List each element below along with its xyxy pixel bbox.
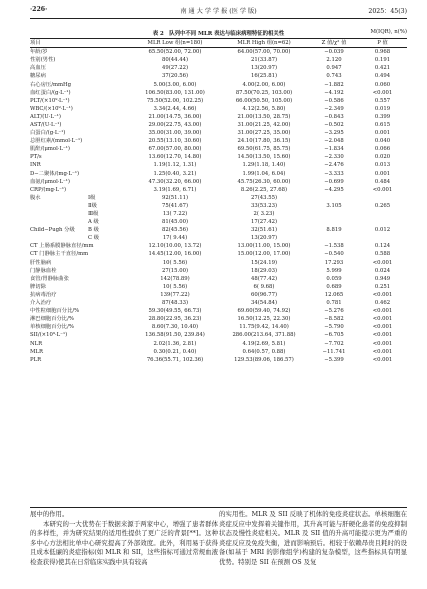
stat-value: −0.502 (324, 121, 344, 128)
high-value: 8.26(2.25, 27.68) (240, 186, 288, 193)
grade-label: C 级 (88, 235, 100, 242)
p-value: 0.012 (374, 227, 391, 234)
high-value: 64.00(57.00, 70.00) (237, 49, 291, 56)
low-value: 1.19(1.12, 1.31) (153, 162, 197, 169)
low-value: 65.50(52.00, 72.00) (148, 49, 202, 56)
stat-value: −11.741 (322, 348, 346, 355)
stat-value: 5.999 (326, 267, 342, 274)
high-value: 21(33.87) (250, 57, 278, 64)
low-value: 80(44.44) (161, 57, 189, 64)
p-value: 0.968 (374, 49, 391, 56)
col-header-low: MLR Low 组(n=180) (132, 39, 218, 48)
p-value: 0.024 (374, 267, 391, 274)
stat-value: −0.540 (324, 251, 344, 258)
high-value: 33(53.23) (250, 202, 278, 209)
table-row (30, 80, 407, 88)
page-header (30, 6, 407, 18)
high-value: 17(27.42) (250, 219, 278, 226)
row-label: 中性粒细胞百分比/% (30, 308, 80, 315)
table-row (30, 218, 407, 226)
table-row (30, 250, 407, 258)
stat-value: −3.295 (324, 130, 344, 137)
col-header-high: MLR High 组(n=62) (218, 39, 310, 48)
header-rule (30, 18, 407, 19)
p-value: 0.020 (374, 154, 391, 161)
stat-value: −1.834 (324, 146, 344, 153)
table-row (30, 113, 407, 121)
journal-title: 南 通 大 学 学 报 (医 学 版) (180, 8, 257, 15)
table-row (30, 97, 407, 105)
table-row (30, 72, 407, 80)
stat-value: 0.781 (326, 300, 342, 307)
table-row (30, 161, 407, 169)
low-value: 21.00(14.75, 36.00) (148, 113, 202, 120)
p-value: <0.001 (372, 340, 393, 347)
low-value: 136.58(91.50, 239.84) (145, 332, 205, 339)
col-header-item: 项目 (30, 39, 132, 48)
row-label: CT 上肠系膜静脉直径/mm (30, 243, 94, 250)
stat-value: −4.192 (324, 89, 344, 96)
row-label: NLR (30, 340, 43, 347)
high-value: 13(20.97) (250, 235, 278, 242)
p-value: 0.421 (374, 65, 391, 72)
grade-label: Ⅰ级 (88, 194, 96, 201)
table-body-part2 (30, 242, 407, 363)
high-value: 32(51.61) (250, 227, 278, 234)
stat-value: −0.843 (324, 113, 344, 120)
grade-label: Ⅲ级 (88, 211, 99, 218)
stat-value: −3.333 (324, 170, 344, 177)
table-row (30, 210, 407, 218)
low-value: 27(15.00) (161, 267, 189, 274)
body-column-left (30, 510, 218, 568)
row-label: 介入治疗 (30, 300, 52, 307)
stat-value: 17.293 (324, 259, 344, 266)
table-unit: M(IQR), n(%) (370, 29, 407, 35)
paragraph: 本研究的一大优势在于数据来源于两家中心，增强了患者群体的多样性，并为研究结果的适用性提供了更广泛的背景[**]。这种多中心方法相比单中心研究提高了外部效度。此外，利用易于获得且成本低廉的炎症指标(如 MLR 和 SII，这些指标可通过常规血液检查获得)使其在日常临床实践中具有较高 (30, 519, 218, 566)
group-label: Child−Pugh 分级 (30, 227, 75, 234)
row-label: 脾切除 (30, 283, 46, 290)
p-value: 0.060 (374, 81, 391, 88)
high-value: 16.50(12.25, 22.30) (237, 316, 291, 323)
low-value: 17( 9.44) (162, 235, 188, 242)
p-value: 0.066 (374, 146, 391, 153)
p-value: 0.019 (374, 105, 391, 112)
high-value: 31.00(21.25, 42.00) (237, 121, 291, 128)
table-bottom-rule (30, 507, 407, 508)
high-value: 6( 9.68) (253, 283, 275, 290)
row-label: CRP/(mg·L⁻¹) (30, 186, 67, 193)
low-value: 87(48.33) (161, 300, 189, 307)
table-row (30, 234, 407, 242)
stat-value: 0.743 (326, 73, 342, 80)
p-value: <0.001 (372, 308, 393, 315)
stat-value: −0.699 (324, 178, 344, 185)
page-number: ·226· (30, 6, 48, 13)
grade-label: B 级 (88, 227, 99, 234)
table-row (30, 137, 407, 145)
high-value: 27(43.55) (250, 194, 278, 201)
row-label: 年龄/岁 (30, 49, 48, 56)
low-value: 49(27.22) (161, 65, 189, 72)
low-value: 2.02(1.36, 2.81) (153, 340, 197, 347)
low-value: 139(77.22) (160, 291, 190, 298)
table-row (30, 48, 407, 57)
high-value: 286.00(213.64, 371.88) (232, 332, 296, 339)
row-label: 总胆红素/(mmol·L⁻¹) (30, 138, 83, 145)
p-value: 0.191 (374, 57, 391, 64)
high-value: 0.64(0.57, 0.88) (242, 348, 286, 355)
table-row (30, 64, 407, 72)
high-value: 1.99(1.04, 6.04) (242, 170, 286, 177)
low-value: 13.60(12.70, 14.80) (148, 154, 202, 161)
table-row (30, 356, 407, 364)
row-label: PT/s (30, 154, 42, 161)
table-body-part1 (30, 48, 407, 194)
high-value: 18(29.03) (250, 267, 278, 274)
row-label: PLR (30, 356, 42, 363)
p-value: <0.001 (372, 316, 393, 323)
p-value: 0.040 (374, 138, 391, 145)
row-label: 白蛋白/(g·L⁻¹) (30, 130, 66, 137)
high-value: 69.60(59.40, 74.92) (237, 308, 291, 315)
row-label: AST/(U·L⁻¹) (30, 121, 62, 128)
row-label: WBC/(×10⁹·L⁻¹) (30, 105, 73, 112)
row-label: 淋巴细胞百分比/% (30, 316, 74, 323)
row-label: 食管/胃静脉曲张 (30, 275, 69, 282)
high-value: 13(20.97) (250, 65, 278, 72)
high-value: 129.53(89.06, 186.57) (234, 356, 294, 363)
row-label: D−二聚体/(mg·L⁻¹) (30, 170, 80, 177)
grade-label: A 级 (88, 219, 99, 226)
table-row (30, 153, 407, 161)
low-value: 106.50(83.00, 131.00) (145, 89, 205, 96)
low-value: 59.30(49.55, 66.73) (148, 308, 202, 315)
table-row (30, 89, 407, 97)
p-value: 0.124 (374, 243, 391, 250)
p-value: <0.001 (372, 89, 393, 96)
stat-value: −0.039 (324, 49, 344, 56)
low-value: 37(20.56) (161, 73, 189, 80)
row-label: PLT/(×10⁹·L⁻¹) (30, 97, 70, 104)
row-label: 血红蛋白/(g·L⁻¹) (30, 89, 71, 96)
p-value: <0.001 (372, 186, 393, 193)
table-row (30, 331, 407, 339)
low-value: 75.50(52.00, 102.25) (146, 97, 204, 104)
low-value: 75(41.67) (161, 202, 189, 209)
stat-value: −5.790 (324, 324, 344, 331)
grade-label: Ⅱ级 (88, 202, 97, 209)
high-value: 34(54.84) (250, 300, 278, 307)
p-value: <0.001 (372, 356, 393, 363)
p-value: 0.013 (374, 162, 391, 169)
issue-info: 2025：45(3) (368, 8, 407, 15)
body-column-right (219, 510, 407, 568)
table-row (30, 56, 407, 64)
stat-value: −5.276 (324, 308, 344, 315)
stat-value: −8.582 (324, 316, 344, 323)
row-label: 单核细胞百分比/% (30, 324, 74, 331)
low-value: 28.80(22.95, 36.23) (148, 316, 202, 323)
table-row (30, 291, 407, 299)
col-header-stat: Z 值/χ² 值 (310, 39, 358, 48)
stat-value: −4.295 (324, 186, 344, 193)
high-value: 16(25.81) (250, 73, 278, 80)
low-value: 1.25(0.40, 3.21) (153, 170, 197, 177)
stat-value: −1.882 (324, 81, 344, 88)
row-label: 抗病毒治疗 (30, 291, 57, 298)
row-label: INR (30, 162, 41, 169)
row-label: CT 门静脉主干直径/mm (30, 251, 89, 258)
stat-value: −1.538 (324, 243, 344, 250)
p-value: 0.557 (374, 97, 391, 104)
stat-value: −2.048 (324, 138, 344, 145)
row-label: 高血压 (30, 65, 46, 72)
table-row (30, 194, 407, 202)
p-value: 0.251 (374, 283, 391, 290)
table-row (30, 129, 407, 137)
stat-value: 3.105 (326, 202, 342, 209)
table-row (30, 315, 407, 323)
high-value: 4.12(2.56, 5.80) (242, 105, 286, 112)
row-label: 肝性脑病 (30, 259, 52, 266)
col-header-p: P 值 (358, 39, 407, 48)
low-value: 5.00(3.00, 6.00) (153, 81, 197, 88)
stat-value: −6.705 (324, 332, 344, 339)
p-value: <0.001 (372, 332, 393, 339)
stat-value: −5.399 (324, 356, 344, 363)
high-value: 11.75(9.42, 14.40) (239, 324, 289, 331)
high-value: 15.00(12.00, 17.00) (237, 251, 291, 258)
low-value: 13( 7.22) (162, 211, 188, 218)
table-row (30, 275, 407, 283)
p-value: 0.949 (374, 275, 391, 282)
stat-value: 8.819 (326, 227, 342, 234)
table-row (30, 299, 407, 307)
low-value: 3.19(1.69, 6.71) (153, 186, 197, 193)
table-row (30, 242, 407, 250)
row-label: 右心房压/mmHg (30, 81, 72, 88)
data-table (30, 38, 407, 364)
high-value: 21.00(13.50, 28.75) (237, 113, 291, 120)
row-label: ALT/(U·L⁻¹) (30, 113, 61, 120)
low-value: 0.30(0.21, 0.40) (153, 348, 197, 355)
high-value: 4.00(2.00, 6.00) (242, 81, 286, 88)
low-value: 14.45(12.00, 16.00) (148, 251, 202, 258)
low-value: 92(51.11) (161, 194, 189, 201)
p-value: 0.462 (374, 300, 391, 307)
high-value: 13.00(11.00, 15.00) (237, 243, 291, 250)
paragraph: 展中的作用。 (30, 510, 69, 518)
table-row (30, 307, 407, 315)
high-value: 66.00(50.50, 105.00) (235, 97, 293, 104)
p-value: 0.265 (374, 202, 391, 209)
high-value: 14.50(13.50, 15.60) (237, 154, 291, 161)
table-row (30, 121, 407, 129)
table-row (30, 226, 407, 234)
table-row (30, 283, 407, 291)
low-value: 35.00(31.00, 39.00) (148, 130, 202, 137)
high-value: 48(77.42) (250, 275, 278, 282)
stat-value: 0.059 (326, 275, 342, 282)
low-value: 67.00(57.00, 80.00) (148, 146, 202, 153)
high-value: 45.75(26.30, 60.00) (237, 178, 291, 185)
table-row (30, 267, 407, 275)
p-value: 0.494 (374, 73, 391, 80)
table-caption: 表 2 队列中不同 MLR 表达与临床病理特征的相关性 (152, 31, 285, 37)
low-value: 82(45.56) (161, 227, 189, 234)
row-label: MLR (30, 348, 43, 355)
table-row (30, 178, 407, 186)
table-row (30, 170, 407, 178)
table-row (30, 339, 407, 347)
row-label: SII/(×10⁹·L⁻¹) (30, 332, 68, 339)
paragraph: 的实用性。MLR 及 SII 反映了机体的免疫炎症状态。单核细胞在炎症反应中发挥着关键作用，其升高可能与肝硬化患者的免疫抑制状态及慢性炎症相关。MLR 及 SII 值的升高可能提示更为严重的炎症反应及免疫失衡，进而影响预后。相较于依赖昂贵且耗时的设备(如基于 MRI 的影像组学)构建的复杂模型，这些指标具有明显优势。特别是 SII 在预测 OS 及复 (219, 510, 407, 566)
stat-value: 0.947 (326, 65, 342, 72)
stat-value: −0.586 (324, 97, 344, 104)
p-value: <0.001 (372, 348, 393, 355)
table-row (30, 259, 407, 267)
stat-value: 2.120 (326, 57, 342, 64)
stat-value: 12.065 (324, 291, 344, 298)
p-value: 0.399 (374, 113, 391, 120)
row-label: 肌酐/(μmol·L⁻¹) (30, 146, 70, 153)
stat-value: −2.349 (324, 105, 344, 112)
stat-value: 0.689 (326, 283, 342, 290)
p-value: 0.588 (374, 251, 391, 258)
stat-value: −2.330 (324, 154, 344, 161)
high-value: 2( 3.23) (253, 211, 275, 218)
table-row (30, 348, 407, 356)
stat-value: −2.476 (324, 162, 344, 169)
low-value: 29.00(22.75, 43.00) (148, 121, 202, 128)
high-value: 24.10(17.80, 36.15) (237, 138, 291, 145)
low-value: 81(45.00) (161, 219, 189, 226)
table-row (30, 202, 407, 210)
row-label: 血氨/(μmol·L⁻¹) (30, 178, 70, 185)
high-value: 87.50(70.25, 103.00) (235, 89, 293, 96)
group-label: 腹水 (30, 194, 41, 201)
row-label: 糖尿病 (30, 73, 46, 80)
table-body-ascites (30, 194, 407, 243)
low-value: 10( 5.56) (162, 283, 188, 290)
table-row (30, 186, 407, 194)
low-value: 12.10(10.00, 13.72) (148, 243, 202, 250)
high-value: 31.00(27.25, 35.00) (237, 130, 291, 137)
low-value: 142(78.89) (160, 275, 190, 282)
high-value: 69.50(61.75, 85.75) (237, 146, 291, 153)
high-value: 60(96.77) (250, 291, 278, 298)
p-value: <0.001 (372, 291, 393, 298)
row-label: 门静脉血栓 (30, 267, 57, 274)
table-row (30, 145, 407, 153)
stat-value: −7.702 (324, 340, 344, 347)
p-value: <0.001 (372, 259, 393, 266)
high-value: 1.29(1.18, 1.40) (242, 162, 286, 169)
low-value: 10( 5.56) (162, 259, 188, 266)
p-value: 0.001 (374, 170, 391, 177)
p-value: 0.484 (374, 178, 391, 185)
high-value: 4.19(2.69, 5.81) (242, 340, 286, 347)
table-row (30, 105, 407, 113)
high-value: 15(24.19) (250, 259, 278, 266)
low-value: 8.60(7.30, 10.40) (151, 324, 199, 331)
p-value: <0.001 (372, 324, 393, 331)
low-value: 3.34(2.44, 4.66) (153, 105, 197, 112)
row-label: 性别(男性) (30, 57, 56, 64)
low-value: 20.55(13.10, 30.60) (148, 138, 202, 145)
low-value: 47.30(32.20, 66.00) (148, 178, 202, 185)
p-value: 0.615 (374, 121, 391, 128)
table-row (30, 323, 407, 331)
low-value: 76.36(55.71, 102.36) (146, 356, 204, 363)
p-value: 0.001 (374, 130, 391, 137)
